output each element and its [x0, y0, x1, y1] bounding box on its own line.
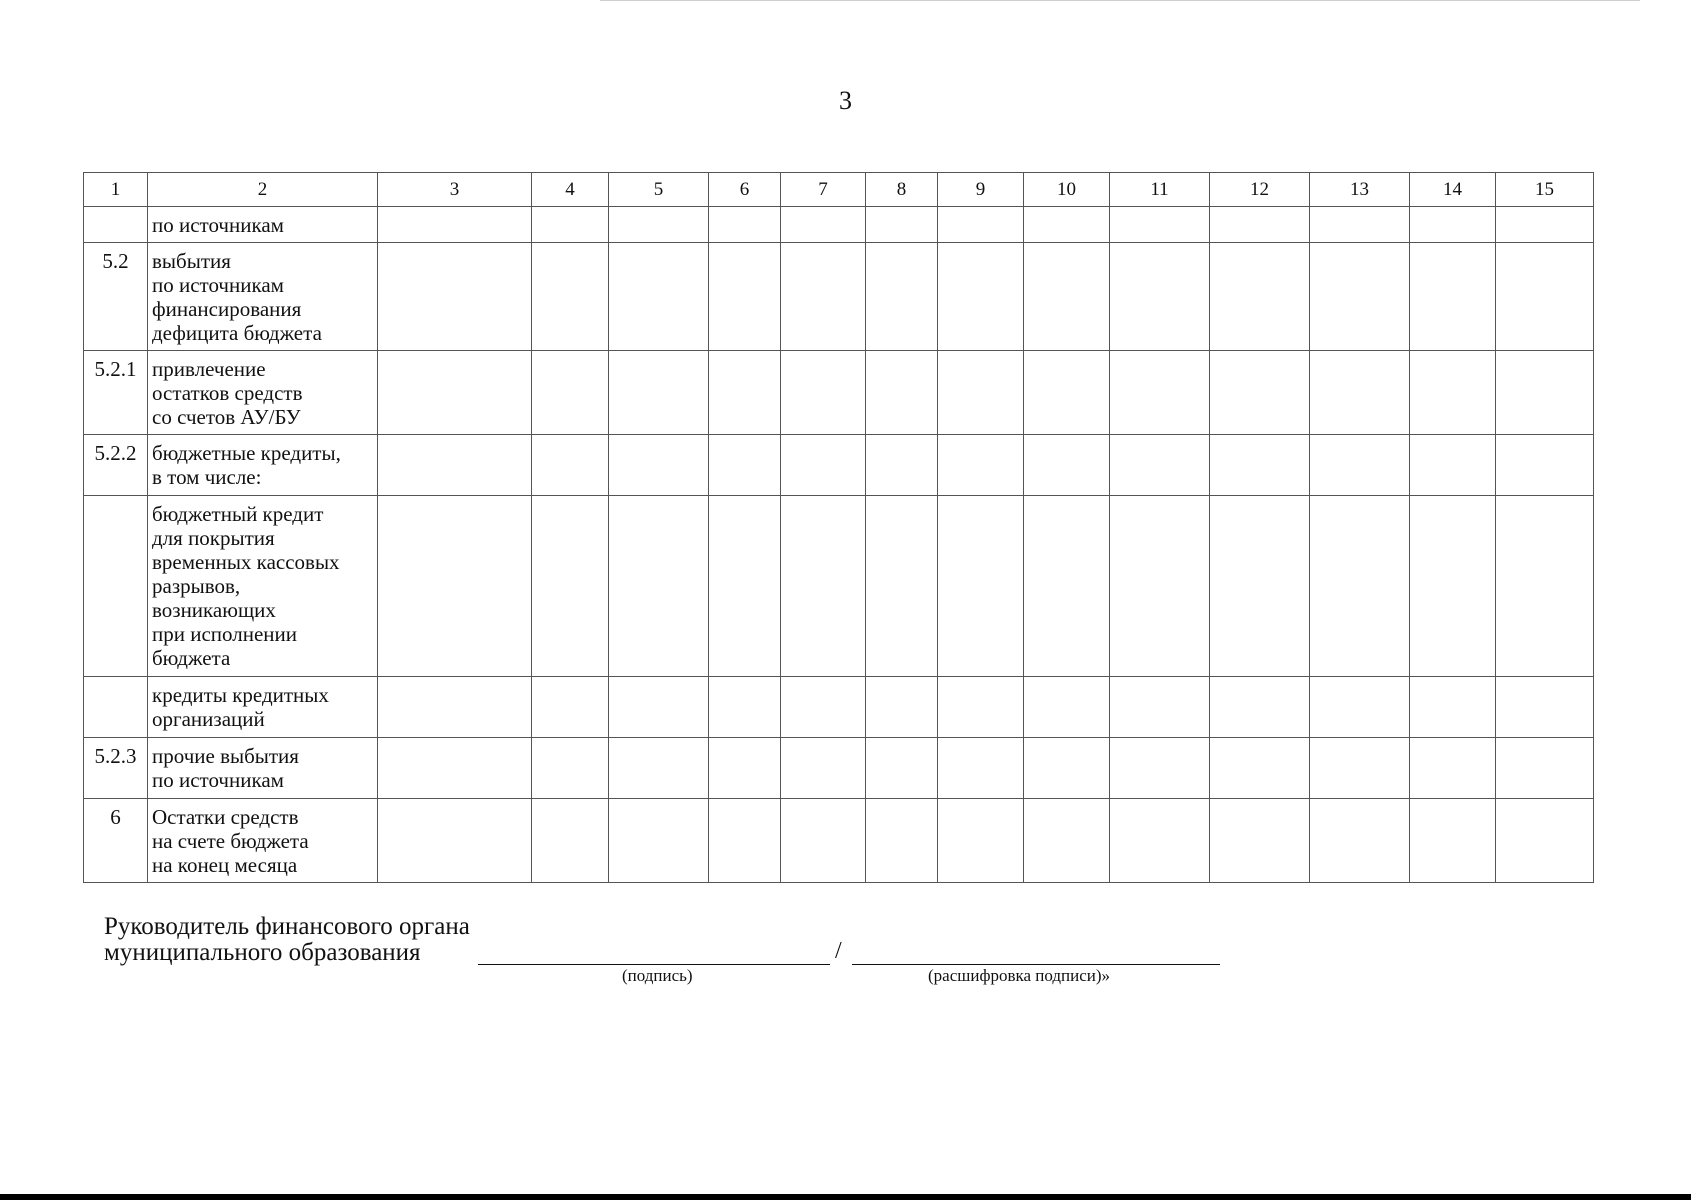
empty-value-cell: [1496, 435, 1594, 496]
empty-value-cell: [781, 351, 866, 435]
empty-value-cell: [1496, 677, 1594, 738]
empty-value-cell: [532, 799, 609, 883]
empty-value-cell: [532, 243, 609, 351]
empty-value-cell: [1110, 799, 1210, 883]
empty-value-cell: [609, 435, 709, 496]
empty-value-cell: [1210, 435, 1310, 496]
signature-hint: (подпись): [622, 966, 693, 985]
empty-value-cell: [378, 351, 532, 435]
column-header: 7: [781, 173, 866, 207]
empty-value-cell: [378, 738, 532, 799]
row-name-cell: Остатки средств на счете бюджета на конец месяца: [148, 799, 378, 883]
empty-value-cell: [781, 207, 866, 243]
empty-value-cell: [1110, 351, 1210, 435]
empty-value-cell: [866, 351, 938, 435]
row-number-cell: 5.2.3: [84, 738, 148, 799]
column-header: 2: [148, 173, 378, 207]
empty-value-cell: [1310, 799, 1410, 883]
row-name-cell: привлечение остатков средств со счетов АУ/БУ: [148, 351, 378, 435]
empty-value-cell: [866, 435, 938, 496]
empty-value-cell: [1310, 677, 1410, 738]
empty-value-cell: [781, 496, 866, 677]
empty-value-cell: [1110, 738, 1210, 799]
empty-value-cell: [532, 351, 609, 435]
empty-value-cell: [709, 243, 781, 351]
signature-line: [478, 964, 830, 965]
empty-value-cell: [938, 351, 1024, 435]
empty-value-cell: [938, 496, 1024, 677]
empty-value-cell: [1024, 496, 1110, 677]
empty-value-cell: [609, 351, 709, 435]
empty-value-cell: [1310, 435, 1410, 496]
empty-value-cell: [1410, 435, 1496, 496]
row-name-cell: выбытия по источникам финансирования дефицита бюджета: [148, 243, 378, 351]
decode-hint: (расшифровка подписи)»: [928, 966, 1111, 985]
row-number-cell: [84, 677, 148, 738]
empty-value-cell: [1210, 351, 1310, 435]
empty-value-cell: [532, 435, 609, 496]
column-header: 12: [1210, 173, 1310, 207]
empty-value-cell: [378, 496, 532, 677]
empty-value-cell: [609, 799, 709, 883]
empty-value-cell: [1496, 243, 1594, 351]
table-row: [84, 496, 1594, 677]
empty-value-cell: [938, 677, 1024, 738]
empty-value-cell: [1496, 496, 1594, 677]
empty-value-cell: [781, 799, 866, 883]
column-header: 14: [1410, 173, 1496, 207]
empty-value-cell: [532, 496, 609, 677]
empty-value-cell: [709, 351, 781, 435]
budget-table: [83, 172, 1594, 883]
empty-value-cell: [1024, 435, 1110, 496]
empty-value-cell: [709, 496, 781, 677]
scan-bottom-edge: [0, 1194, 1691, 1200]
column-header: 4: [532, 173, 609, 207]
empty-value-cell: [1496, 738, 1594, 799]
empty-value-cell: [1310, 351, 1410, 435]
empty-value-cell: [1310, 496, 1410, 677]
column-header: 3: [378, 173, 532, 207]
empty-value-cell: [1210, 738, 1310, 799]
table-row: [84, 243, 1594, 351]
header-row: [84, 173, 1594, 207]
empty-value-cell: [709, 738, 781, 799]
column-header: 6: [709, 173, 781, 207]
row-name-cell: по источникам: [148, 207, 378, 243]
empty-value-cell: [1110, 677, 1210, 738]
empty-value-cell: [378, 243, 532, 351]
empty-value-cell: [938, 243, 1024, 351]
row-number-cell: 5.2.2: [84, 435, 148, 496]
empty-value-cell: [1410, 799, 1496, 883]
row-number-cell: [84, 496, 148, 677]
empty-value-cell: [1410, 351, 1496, 435]
row-name-cell: кредиты кредитных организаций: [148, 677, 378, 738]
row-name-cell: прочие выбытия по источникам: [148, 738, 378, 799]
empty-value-cell: [709, 799, 781, 883]
empty-value-cell: [938, 207, 1024, 243]
signatory-title-line1: Руководитель финансового органа: [104, 913, 470, 940]
empty-value-cell: [781, 435, 866, 496]
empty-value-cell: [866, 207, 938, 243]
empty-value-cell: [532, 738, 609, 799]
row-number-cell: 5.2: [84, 243, 148, 351]
table-row: [84, 677, 1594, 738]
empty-value-cell: [1310, 738, 1410, 799]
column-header: 8: [866, 173, 938, 207]
empty-value-cell: [709, 677, 781, 738]
separator-slash: /: [835, 938, 842, 964]
empty-value-cell: [1496, 207, 1594, 243]
empty-value-cell: [866, 799, 938, 883]
empty-value-cell: [1210, 677, 1310, 738]
empty-value-cell: [378, 435, 532, 496]
empty-value-cell: [609, 207, 709, 243]
empty-value-cell: [938, 799, 1024, 883]
empty-value-cell: [1024, 799, 1110, 883]
empty-value-cell: [609, 496, 709, 677]
top-rule: [600, 0, 1640, 1]
empty-value-cell: [1024, 243, 1110, 351]
empty-value-cell: [866, 738, 938, 799]
empty-value-cell: [1110, 435, 1210, 496]
empty-value-cell: [866, 496, 938, 677]
empty-value-cell: [1024, 351, 1110, 435]
empty-value-cell: [609, 738, 709, 799]
empty-value-cell: [1496, 351, 1594, 435]
empty-value-cell: [1310, 243, 1410, 351]
column-header: 10: [1024, 173, 1110, 207]
empty-value-cell: [1410, 738, 1496, 799]
table-row: [84, 799, 1594, 883]
empty-value-cell: [866, 677, 938, 738]
name-decode-line: [852, 964, 1220, 965]
empty-value-cell: [1210, 207, 1310, 243]
column-header: 15: [1496, 173, 1594, 207]
empty-value-cell: [1410, 207, 1496, 243]
table-row: [84, 738, 1594, 799]
empty-value-cell: [378, 799, 532, 883]
row-number-cell: [84, 207, 148, 243]
empty-value-cell: [532, 207, 609, 243]
signatory-title-line2: муниципального образования: [104, 939, 421, 966]
empty-value-cell: [781, 738, 866, 799]
empty-value-cell: [1410, 243, 1496, 351]
empty-value-cell: [709, 435, 781, 496]
empty-value-cell: [1110, 243, 1210, 351]
column-header: 9: [938, 173, 1024, 207]
empty-value-cell: [609, 243, 709, 351]
row-name-cell: бюджетные кредиты, в том числе:: [148, 435, 378, 496]
empty-value-cell: [938, 738, 1024, 799]
empty-value-cell: [1210, 496, 1310, 677]
table-row: [84, 207, 1594, 243]
empty-value-cell: [781, 677, 866, 738]
empty-value-cell: [1210, 799, 1310, 883]
empty-value-cell: [1024, 738, 1110, 799]
column-header: 13: [1310, 173, 1410, 207]
empty-value-cell: [1024, 677, 1110, 738]
signature-block: [104, 914, 470, 966]
empty-value-cell: [938, 435, 1024, 496]
empty-value-cell: [378, 207, 532, 243]
empty-value-cell: [378, 677, 532, 738]
empty-value-cell: [781, 243, 866, 351]
empty-value-cell: [609, 677, 709, 738]
empty-value-cell: [1210, 243, 1310, 351]
column-header: 1: [84, 173, 148, 207]
page-number: 3: [839, 86, 852, 115]
empty-value-cell: [1310, 207, 1410, 243]
empty-value-cell: [1496, 799, 1594, 883]
table-row: [84, 435, 1594, 496]
empty-value-cell: [866, 243, 938, 351]
column-header: 11: [1110, 173, 1210, 207]
empty-value-cell: [1024, 207, 1110, 243]
row-name-cell: бюджетный кредит для покрытия временных кассовых разрывов, возникающих при исполнении бюджета: [148, 496, 378, 677]
empty-value-cell: [1110, 207, 1210, 243]
table-row: [84, 351, 1594, 435]
row-number-cell: 6: [84, 799, 148, 883]
row-number-cell: 5.2.1: [84, 351, 148, 435]
column-header: 5: [609, 173, 709, 207]
empty-value-cell: [709, 207, 781, 243]
empty-value-cell: [1410, 496, 1496, 677]
empty-value-cell: [532, 677, 609, 738]
empty-value-cell: [1410, 677, 1496, 738]
empty-value-cell: [1110, 496, 1210, 677]
